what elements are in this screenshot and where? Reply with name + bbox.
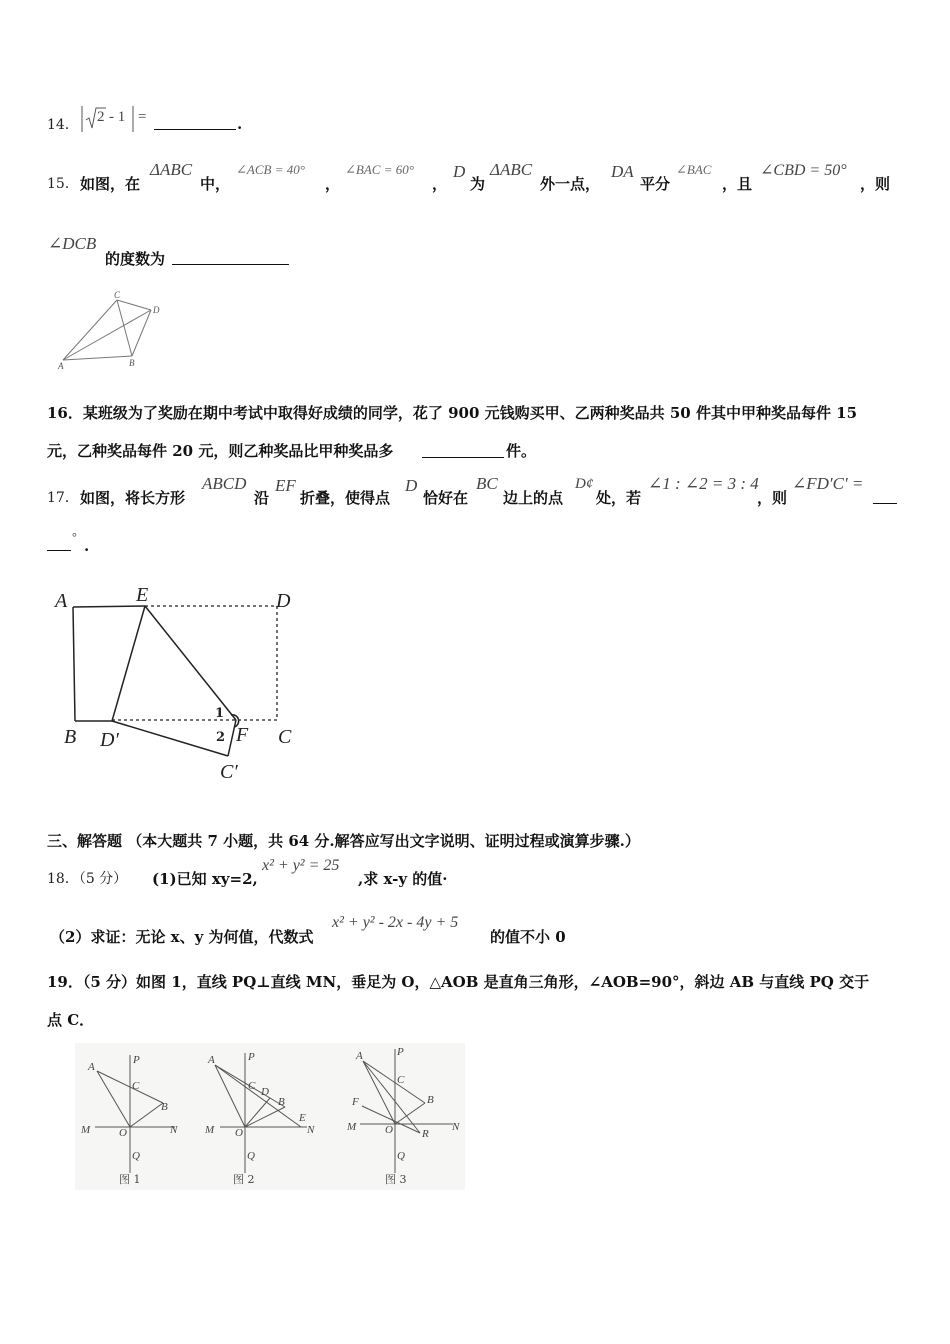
q15-label-a: A: [58, 361, 64, 371]
q19-f2-label-n: N: [307, 1124, 315, 1136]
q15-point-d: D: [453, 162, 466, 181]
q19-line-2: 点 C．: [47, 1011, 95, 1029]
q19-f1-caption: 图 1: [119, 1173, 141, 1186]
q15-text: ，: [325, 175, 341, 193]
q15-text: 中，: [200, 175, 231, 193]
q17-segment-ef: EF: [275, 476, 296, 495]
q15-triangle-abc: ΔABC: [150, 160, 193, 179]
q17-angle-1-label: 1: [215, 706, 225, 721]
q17-label-a: A: [55, 590, 68, 612]
q17-label-b: B: [64, 726, 77, 748]
q15-text: 的度数为: [105, 250, 166, 268]
q17-answer-blank-a[interactable]: [873, 503, 897, 504]
q19-figures: [75, 1043, 495, 1193]
q19-f2-label-e: E: [299, 1112, 306, 1124]
q14-number: 14．: [47, 117, 79, 133]
q19-f2-label-a: A: [208, 1054, 215, 1066]
q15-angle-dcb: ∠DCB: [48, 234, 97, 253]
q19-f1-label-q: Q: [132, 1150, 140, 1162]
q19-f3-label-o: O: [385, 1124, 393, 1136]
q19-f2-label-d: D: [261, 1086, 269, 1098]
q18-part1-equation: x² + y² = 25: [262, 857, 340, 874]
q18-number: 18．（5 分）: [47, 871, 128, 887]
q19-f1-label-a: A: [88, 1061, 95, 1073]
q15-angle-cbd: ∠CBD = 50°: [760, 162, 847, 179]
q17-text: 边上的点: [503, 489, 564, 507]
q17-label-c: C: [278, 726, 292, 748]
q14-radicand: 2: [97, 109, 105, 125]
q17-angle-2-label: 2: [216, 730, 226, 745]
q15-text: ，且: [722, 175, 753, 193]
q17-point-d: D: [405, 476, 418, 495]
q15-angle-acb: ∠ACB = 40°: [236, 162, 305, 177]
q15-segment-da: DA: [611, 162, 634, 181]
q15-label-b: B: [129, 358, 135, 368]
q18-part2-text: （2）求证：无论 x、y 为何值，代数式: [50, 928, 314, 946]
q19-f1-label-c: C: [132, 1080, 140, 1092]
q17-label-d: D: [276, 590, 291, 612]
q15-text: 平分: [640, 175, 671, 193]
section-3-title: 三、解答题 （本大题共 7 小题，共 64 分.解答应写出文字说明、证明过程或演算步骤.）: [47, 832, 640, 850]
q18-part2-text-end: 的值不小 0: [490, 928, 566, 946]
q17-segment-bc: BC: [476, 474, 498, 493]
q17-label-f: F: [236, 724, 249, 746]
q19-f2-label-c: C: [248, 1080, 256, 1092]
q17-angle-fdc: ∠FD′C′ =: [792, 474, 864, 493]
q19-f2-caption: 图 2: [233, 1173, 255, 1186]
q19-f2-label-o: O: [235, 1127, 243, 1139]
q19-f1-label-n: N: [170, 1124, 178, 1136]
q19-f1-label-m: M: [81, 1124, 91, 1136]
q17-text: 处，若: [596, 489, 642, 507]
q17-label-c-prime: C′: [220, 761, 238, 783]
q19-f2-label-q: Q: [247, 1150, 255, 1162]
q19-f3-label-n: N: [452, 1121, 460, 1133]
q19-f3-label-b: B: [427, 1094, 434, 1106]
q19-f3-caption: 图 3: [385, 1173, 407, 1186]
q15-label-d: D: [153, 305, 160, 315]
q19-f2-label-b: B: [278, 1096, 285, 1108]
q19-f3-label-r: R: [422, 1128, 429, 1140]
q17-point-d-prime: D¢: [575, 476, 594, 492]
q17-text: 折叠，使得点: [300, 489, 391, 507]
q14-answer-blank[interactable]: [154, 129, 236, 130]
q19-f3-label-f: F: [352, 1096, 359, 1108]
q14-minus-one: - 1: [109, 109, 126, 125]
q17-angle-ratio: ∠1 : ∠2 = 3 : 4: [648, 474, 759, 493]
q15-label-c: C: [114, 290, 121, 300]
q15-angle-bac-bisected: ∠BAC: [676, 162, 712, 177]
q17-answer-blank-b[interactable]: [47, 550, 71, 551]
q14-expression: [80, 104, 155, 134]
q16-line-2-end: 件。: [506, 442, 537, 460]
q15-text: 为: [470, 175, 486, 193]
q19-f2-label-p: P: [248, 1051, 255, 1063]
q16-line-2: 元，乙种奖品每件 20 元，则乙种奖品比甲种奖品多: [47, 442, 394, 460]
q19-f1-label-b: B: [161, 1101, 168, 1113]
q15-number: 15．: [47, 176, 79, 192]
q15-figure: [55, 290, 175, 370]
q18-part2-expression: x² + y² - 2x - 4y + 5: [332, 914, 459, 931]
q17-text: ，则: [757, 489, 788, 507]
q19-f1-label-o: O: [119, 1127, 127, 1139]
q17-text: 如图，将长方形: [80, 489, 186, 507]
q19-f3-label-a: A: [356, 1050, 363, 1062]
q15-angle-bac: ∠BAC = 60°: [345, 162, 414, 177]
q19-f3-label-m: M: [347, 1121, 357, 1133]
q17-degree-sign: °: [72, 530, 77, 544]
q15-text: 外一点，: [540, 175, 601, 193]
q17-number: 17．: [47, 490, 79, 506]
q15-text: 如图，在: [80, 175, 141, 193]
q17-text: 恰好在: [423, 489, 469, 507]
q15-text: ，则: [860, 175, 891, 193]
q15-text: ，: [432, 175, 448, 193]
q17-figure: [50, 585, 310, 785]
q19-f2-label-m: M: [205, 1124, 215, 1136]
q17-rectangle-abcd: ABCD: [202, 474, 247, 493]
q19-line-1: 19．（5 分）如图 1，直线 PQ⊥直线 MN，垂足为 O，△AOB 是直角三角形，∠AOB=90°，斜边 AB 与直线 PQ 交于: [47, 973, 870, 991]
q19-f3-label-p: P: [397, 1046, 404, 1058]
q14-end: .: [237, 115, 243, 133]
q16-line-1: 16．某班级为了奖励在期中考试中取得好成绩的同学，花了 900 元钱购买甲、乙两种奖品共 50 件其中甲种奖品每件 15: [47, 404, 858, 422]
q14-equals: =: [138, 109, 147, 125]
q18-part1-text-end: ,求 x-y 的值·: [358, 870, 448, 888]
q17-end: .: [84, 537, 90, 555]
q17-label-d-prime: D′: [100, 729, 119, 751]
q15-answer-blank[interactable]: [172, 264, 289, 265]
q18-part1-text: (1)已知 xy=2,: [152, 870, 258, 888]
q15-triangle-abc-2: ΔABC: [490, 160, 533, 179]
q19-f1-label-p: P: [133, 1054, 140, 1066]
q17-label-e: E: [136, 584, 149, 606]
q19-f3-label-c: C: [397, 1074, 405, 1086]
q16-answer-blank[interactable]: [422, 457, 504, 458]
q17-text: 沿: [254, 489, 270, 507]
q19-f3-label-q: Q: [397, 1150, 405, 1162]
